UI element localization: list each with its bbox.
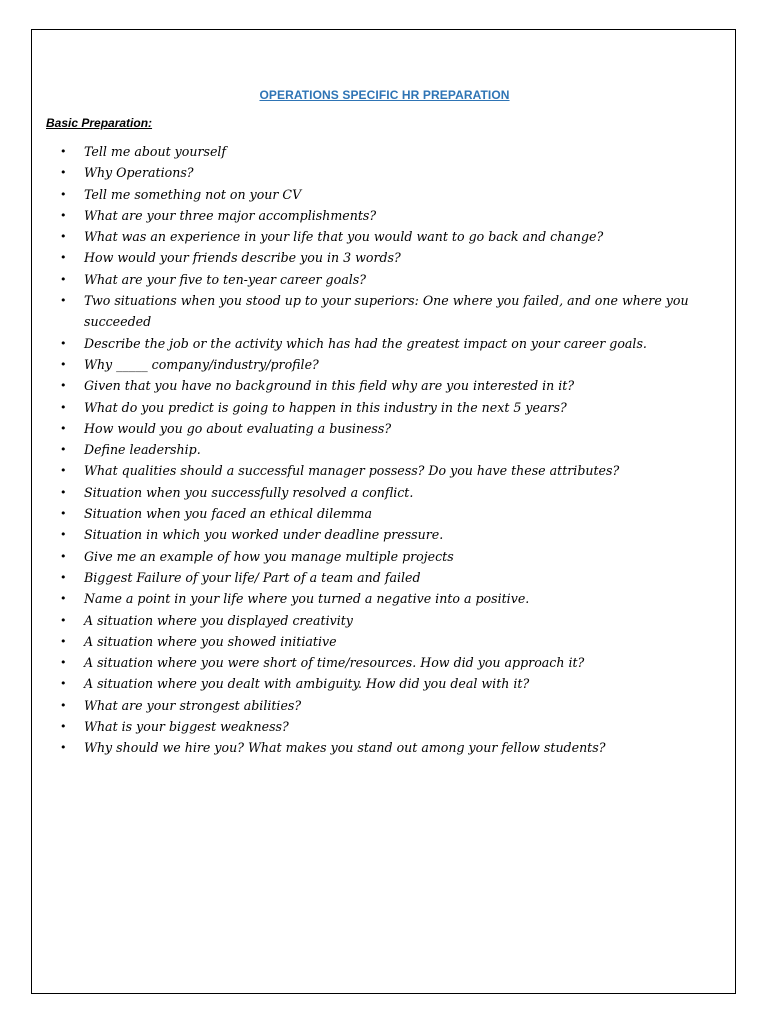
question-text: Two situations when you stood up to your superiors: One where you failed, and one where you succeeded bbox=[84, 293, 689, 330]
bullet-icon: • bbox=[60, 145, 67, 158]
question-list bbox=[32, 141, 712, 759]
bullet-icon: • bbox=[60, 720, 67, 734]
question-text: Biggest Failure of your life/ Part of a team and failed bbox=[84, 569, 421, 585]
list-item bbox=[32, 588, 712, 609]
bullet-icon: • bbox=[60, 166, 67, 180]
list-item bbox=[32, 567, 712, 588]
question-text: Situation when you faced an ethical dilemma bbox=[84, 506, 372, 522]
question-text: A situation where you dealt with ambiguity. How did you deal with it? bbox=[84, 676, 530, 692]
bullet-icon: • bbox=[60, 421, 67, 435]
document-title: OPERATIONS SPECIFIC HR PREPARATION bbox=[259, 88, 510, 102]
bullet-icon: • bbox=[60, 294, 67, 308]
list-item bbox=[32, 162, 712, 183]
question-text: What is your biggest weakness? bbox=[84, 719, 289, 735]
question-text: Name a point in your life where you turned a negative into a positive. bbox=[84, 591, 530, 607]
question-text: Why Operations? bbox=[84, 165, 194, 181]
bullet-icon: • bbox=[60, 443, 67, 457]
list-item bbox=[32, 269, 712, 290]
list-item bbox=[32, 610, 712, 631]
bullet-icon: • bbox=[60, 336, 67, 350]
question-text: What are your five to ten-year career goals? bbox=[84, 271, 366, 287]
list-item bbox=[32, 631, 712, 652]
question-text: What do you predict is going to happen in this industry in the next 5 years? bbox=[84, 399, 567, 415]
question-text: A situation where you were short of time/resources. How did you approach it? bbox=[84, 655, 585, 671]
bullet-icon: • bbox=[60, 656, 67, 670]
list-item bbox=[32, 695, 712, 716]
question-text: What was an experience in your life that you would want to go back and change? bbox=[84, 229, 604, 245]
list-item bbox=[32, 673, 712, 694]
question-text: Define leadership. bbox=[84, 442, 201, 458]
list-item bbox=[32, 184, 712, 205]
bullet-icon: • bbox=[60, 570, 67, 584]
list-item bbox=[32, 546, 712, 567]
question-text: Tell me about yourself bbox=[84, 144, 227, 159]
list-item bbox=[32, 716, 712, 737]
bullet-icon: • bbox=[60, 634, 67, 648]
question-text: How would you go about evaluating a business? bbox=[84, 420, 392, 436]
bullet-icon: • bbox=[60, 592, 67, 606]
question-text: Situation when you successfully resolved a conflict. bbox=[84, 484, 414, 500]
list-item bbox=[32, 503, 712, 524]
bullet-icon: • bbox=[60, 230, 67, 244]
list-item bbox=[32, 652, 712, 673]
bullet-icon: • bbox=[60, 400, 67, 414]
question-text: What are your three major accomplishments? bbox=[84, 207, 377, 223]
bullet-icon: • bbox=[60, 741, 67, 755]
bullet-icon: • bbox=[60, 549, 67, 563]
bullet-icon: • bbox=[60, 357, 67, 371]
list-item bbox=[32, 333, 712, 354]
question-text: Describe the job or the activity which has had the greatest impact on your career goals. bbox=[84, 335, 647, 351]
question-text: Situation in which you worked under deadline pressure. bbox=[84, 527, 444, 543]
list-item bbox=[32, 375, 712, 396]
bullet-icon: • bbox=[60, 698, 67, 712]
list-item bbox=[32, 482, 712, 503]
list-item bbox=[32, 205, 712, 226]
bullet-icon: • bbox=[60, 187, 67, 201]
list-item bbox=[32, 397, 712, 418]
bullet-icon: • bbox=[60, 507, 67, 521]
list-item bbox=[32, 460, 712, 481]
question-text: What qualities should a successful manager possess? Do you have these attributes? bbox=[84, 463, 620, 479]
bullet-icon: • bbox=[60, 613, 67, 627]
bullet-icon: • bbox=[60, 272, 67, 286]
section-heading-basic-preparation: Basic Preparation: bbox=[46, 116, 153, 130]
bullet-icon: • bbox=[60, 485, 67, 499]
list-item bbox=[32, 141, 712, 162]
list-item bbox=[32, 737, 712, 758]
question-text: How would your friends describe you in 3 words? bbox=[84, 250, 401, 266]
question-text: Why _____ company/industry/profile? bbox=[84, 356, 319, 372]
question-text: Given that you have no background in this field why are you interested in it? bbox=[84, 378, 575, 394]
list-item bbox=[32, 226, 712, 247]
bullet-icon: • bbox=[60, 379, 67, 393]
question-text: Give me an example of how you manage multiple projects bbox=[84, 548, 454, 564]
list-item bbox=[32, 439, 712, 460]
bullet-icon: • bbox=[60, 251, 67, 265]
list-item bbox=[32, 354, 712, 375]
list-item bbox=[32, 290, 712, 333]
question-text: Tell me something not on your CV bbox=[84, 186, 302, 202]
question-text: A situation where you displayed creativity bbox=[84, 612, 353, 628]
list-item bbox=[32, 418, 712, 439]
bullet-icon: • bbox=[60, 677, 67, 691]
list-item bbox=[32, 524, 712, 545]
document-page bbox=[31, 29, 736, 994]
question-text: What are your strongest abilities? bbox=[84, 697, 302, 713]
question-text: A situation where you showed initiative bbox=[84, 633, 337, 649]
list-item bbox=[32, 247, 712, 268]
question-text: Why should we hire you? What makes you stand out among your fellow students? bbox=[84, 740, 606, 756]
bullet-icon: • bbox=[60, 208, 67, 222]
bullet-icon: • bbox=[60, 464, 67, 478]
bullet-icon: • bbox=[60, 528, 67, 542]
